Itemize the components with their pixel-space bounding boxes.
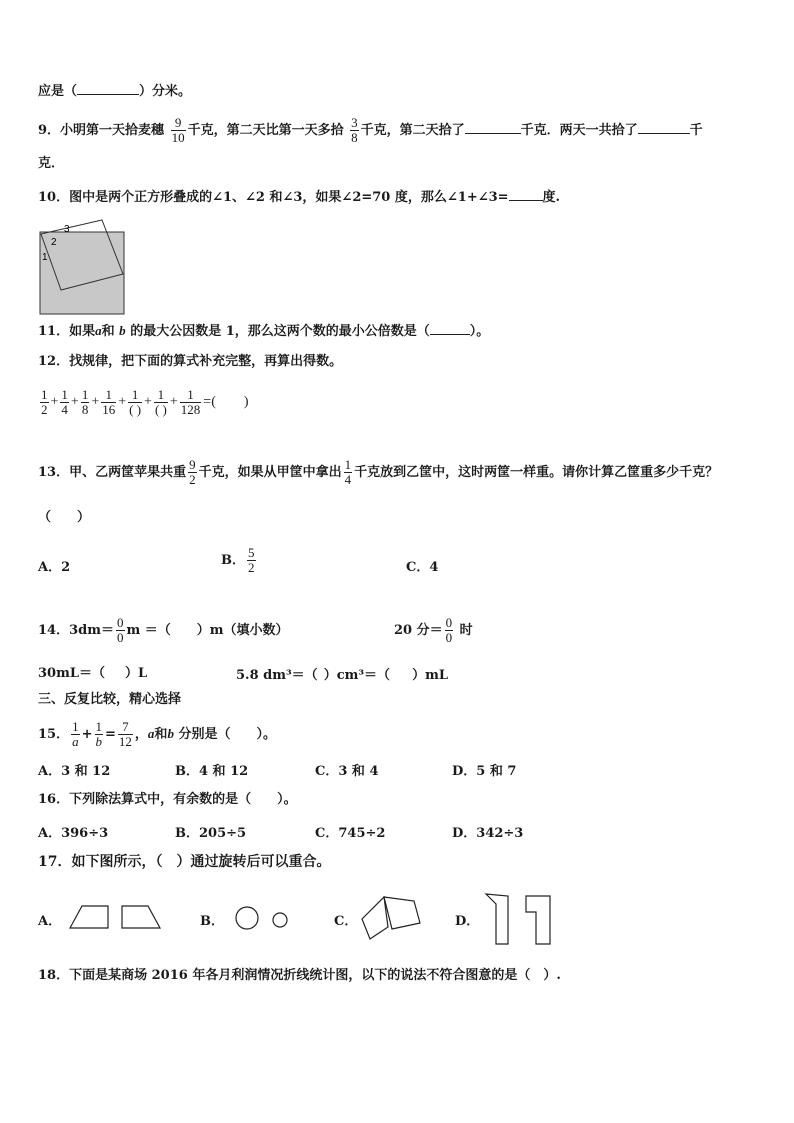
question-12: 12．找规律，把下面的算式补充完整，再算出得数。 (38, 354, 343, 369)
angle-label-3: 3 (64, 224, 70, 235)
fraction: $\frac{1}{a}$ (72, 719, 79, 749)
question-10: 10．图中是两个正方形叠成的∠1、∠2 和∠3，如果∠2=70 度，那么∠1+∠3= 度. (38, 186, 560, 208)
fraction: $\frac{1}{16}$ (102, 387, 116, 417)
option-b[interactable]: B． $\frac{5}{2}$ (221, 545, 255, 575)
question-14-row2-right: 5.8 dm³＝（ ）cm³＝（ ）mL (236, 668, 448, 683)
question-9: 9．小明第一天拾麦穗 $\frac{9}{10}$ 千克，第二天比第一天多拾 $\frac{3}{8}$ 千克，第二天拾了 千克．两天一共拾了 千 (38, 115, 703, 145)
answer-parens[interactable]: ( ) (211, 394, 249, 410)
fraction: $\frac{1}{4}$ (344, 457, 352, 487)
option-c[interactable]: C． (334, 914, 358, 929)
option-a[interactable]: A． (38, 914, 62, 929)
answer-blank[interactable] (509, 186, 543, 201)
fraction: $\frac{1}{2}$ (41, 387, 48, 417)
line-top: 应是（ ）分米。 (38, 80, 191, 102)
answer-parens[interactable]: （ ） (38, 510, 91, 525)
option-b-circles (232, 904, 292, 932)
option-d[interactable]: D． (455, 914, 480, 929)
option-a[interactable]: A．3 和 12 (38, 764, 111, 779)
option-b[interactable]: B．205÷5 (175, 826, 247, 841)
angle-label-1: 1 (42, 252, 48, 263)
fraction: $\frac{7}{12}$ (118, 719, 132, 749)
fraction: $\frac{3}{8}$ (351, 115, 358, 145)
trapezoid-shape (122, 906, 160, 928)
option-a[interactable]: A．2 (38, 560, 71, 575)
trapezoid-shape (70, 906, 108, 928)
option-a[interactable]: A．396÷3 (38, 826, 109, 841)
fraction-blank[interactable]: $\frac{0}{0}$ (445, 615, 453, 645)
option-a-trapezoids (66, 904, 162, 930)
question-16: 16．下列除法算式中，有余数的是（ ）。 (38, 792, 297, 807)
question-14: 14．3dm＝ $\frac{0}{0}$ m ＝（ ）m（填小数） (38, 615, 289, 645)
fraction: $\frac{9}{10}$ (171, 115, 185, 145)
question-17: 17．如下图所示，（ ）通过旋转后可以重合。 (38, 854, 331, 870)
polygon-shape (526, 896, 550, 944)
fraction-blank[interactable]: $\frac{0}{0}$ (117, 615, 124, 645)
fraction-blank[interactable]: $\frac{1}{( )}$ (129, 387, 142, 417)
option-c[interactable]: C．3 和 4 (315, 764, 379, 779)
section-title: 三、反复比较，精心选择 (38, 692, 182, 707)
option-d[interactable]: D．342÷3 (452, 826, 524, 841)
quadrilateral-shape (362, 897, 388, 939)
question-18: 18．下面是某商场 2016 年各月利润情况折线统计图，以下的说法不符合图意的是（ ）. (38, 968, 561, 983)
fraction: $\frac{1}{b}$ (95, 719, 102, 749)
answer-blank[interactable] (77, 80, 139, 95)
answer-blank[interactable] (638, 119, 690, 134)
angle-label-2: 2 (51, 237, 57, 248)
option-d-shapes (482, 892, 554, 946)
question-11: 11．如果a和 b 的最大公因数是 1，那么这两个数的最小公倍数是（ ）。 (38, 320, 489, 342)
fraction: $\frac{1}{4}$ (61, 387, 68, 417)
circle-shape (273, 913, 287, 927)
question-15: 15． $\frac{1}{a}$ + $\frac{1}{b}$ = $\frac{7}{12}$ ，a和b 分别是（ ）。 (38, 719, 276, 749)
series-expression: $\frac{1}{2}$ + $\frac{1}{4}$ + $\frac{1}{8}$ + $\frac{1}{16}$ + $\frac{1}{( )}$ + $\frac{1}{( )}$ + $\frac{1}{128}$ =( ) (41, 387, 249, 417)
fraction: $\frac{9}{2}$ (189, 457, 196, 487)
overlapping-squares-figure (38, 218, 128, 316)
fraction: $\frac{1}{128}$ (180, 387, 201, 417)
answer-blank[interactable] (465, 119, 521, 134)
question-13: 13．甲、乙两筐苹果共重 $\frac{9}{2}$ 千克，如果从甲筐中拿出 $\frac{1}{4}$ 千克放到乙筐中，这时两筐一样重。请你计算乙筐重多少千克？ (38, 457, 719, 487)
option-b[interactable]: B． (200, 914, 224, 929)
option-c[interactable]: C．4 (406, 560, 439, 575)
question-14-row2: 30mL＝（ ）L (38, 666, 148, 681)
fraction-blank[interactable]: $\frac{1}{( )}$ (154, 387, 167, 417)
answer-blank[interactable] (430, 320, 470, 335)
circle-shape (236, 907, 258, 929)
question-14-right: 20 分＝ $\frac{0}{0}$ 时 (394, 615, 473, 645)
option-c-quadrilaterals (358, 893, 422, 941)
option-c[interactable]: C．745÷2 (315, 826, 386, 841)
question-9-wrap: 克． (38, 156, 65, 171)
fraction: $\frac{1}{8}$ (81, 387, 89, 417)
option-d[interactable]: D．5 和 7 (452, 764, 517, 779)
fraction: $\frac{5}{2}$ (248, 545, 255, 575)
option-b[interactable]: B．4 和 12 (175, 764, 249, 779)
quadrilateral-shape (384, 897, 420, 929)
polygon-shape (486, 894, 508, 944)
